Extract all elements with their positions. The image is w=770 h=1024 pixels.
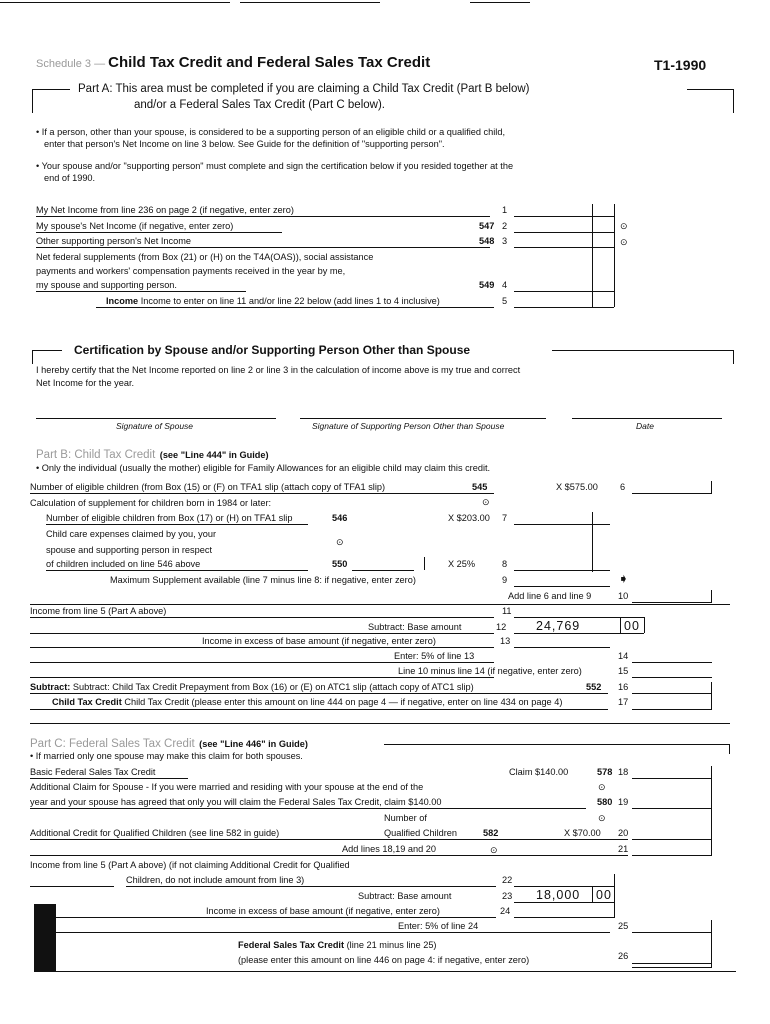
cert-rule <box>32 350 33 364</box>
amount-field-20[interactable] <box>632 839 712 840</box>
section-rule <box>56 971 736 972</box>
line-8-label: Child care expenses claimed by you, your <box>46 529 217 539</box>
line-code: 545 <box>472 482 488 492</box>
base-amount-23: 18,000 <box>536 888 581 902</box>
cents-divider <box>592 512 593 572</box>
line-number: 21 <box>618 844 629 854</box>
rule <box>36 216 490 217</box>
line-10-label: Add line 6 and line 9 <box>508 591 592 601</box>
part-c-note: • If married only one spouse may make this claim for both spouses. <box>30 751 303 761</box>
cert-heading: Certification by Spouse and/or Supporting Person Other than Spouse <box>74 343 471 357</box>
date-field[interactable] <box>572 418 722 419</box>
line-number: 16 <box>618 682 629 692</box>
rule <box>30 808 586 809</box>
multiplier: X 25% <box>448 559 476 569</box>
part-a-note: end of 1990. <box>44 173 96 183</box>
line-26-label: (please enter this amount on line 446 on page 4: if negative, enter zero) <box>238 955 530 965</box>
rule <box>30 886 114 887</box>
line-4-label: my spouse and supporting person. <box>36 280 177 290</box>
line-number: 24 <box>500 906 511 916</box>
circle-mark-icon: ⊙ <box>620 237 628 247</box>
part-a-heading: Part A: This area must be completed if you are claiming a Child Tax Credit (Part B below) <box>78 83 530 95</box>
amount-field-10[interactable] <box>632 602 712 603</box>
qualified-children-caption: Qualified Children <box>384 828 458 838</box>
line-16-label: Subtract: Subtract: Child Tax Credit Prepayment from Box (16) or (E) on ATC1 slip (attach copy of ATC1 slip) <box>30 682 474 692</box>
box-edge <box>711 590 712 602</box>
amount-field-8a[interactable] <box>352 570 414 571</box>
line-19-label: Additional Claim for Spouse - If you were married and residing with your spouse at the end of the <box>30 782 424 792</box>
rule <box>514 902 614 903</box>
amount-field-17[interactable] <box>632 709 712 710</box>
cents-divider <box>620 617 621 633</box>
line-code: 578 <box>597 767 613 777</box>
line-code: 546 <box>332 513 348 523</box>
line-code: 550 <box>332 559 348 569</box>
rule <box>46 524 308 525</box>
amount-field-18[interactable] <box>632 778 712 779</box>
amount-field-15[interactable] <box>632 677 712 678</box>
rule <box>30 633 494 634</box>
line-4-label: Net federal supplements (from Box (21) or (H) on the T4A(OAS)), social assistance <box>36 252 374 262</box>
amount-field-19[interactable] <box>632 808 712 809</box>
signature-caption: Signature of Spouse <box>116 421 194 431</box>
rule <box>56 932 610 933</box>
line-22-label: Income from line 5 (Part A above) (if not claiming Additional Credit for Qualified <box>30 860 350 870</box>
line-number: 8 <box>502 559 508 569</box>
amount-field-4[interactable] <box>514 291 614 292</box>
line-25-label: Enter: 5% of line 24 <box>398 921 479 931</box>
line-15-label: Line 10 minus line 14 (if negative, enter zero) <box>398 666 582 676</box>
claim-amount: Claim $140.00 <box>509 767 569 777</box>
rule <box>30 709 608 710</box>
line-14-label: Enter: 5% of line 13 <box>394 651 475 661</box>
box-edge <box>711 766 712 855</box>
cert-rule <box>733 350 734 364</box>
rule <box>36 232 282 233</box>
line-code: 547 <box>479 221 495 231</box>
rule <box>30 677 494 678</box>
calc-heading: Calculation of supplement for children born in 1984 or later: <box>30 498 272 508</box>
line-number: 14 <box>618 651 629 661</box>
box-edge <box>614 874 615 918</box>
line-number: 11 <box>502 606 512 616</box>
line-24-label: Income in excess of base amount (if negative, enter zero) <box>206 906 440 916</box>
line-code: 580 <box>597 797 613 807</box>
line-number: 3 <box>502 236 508 246</box>
box-edge <box>424 557 425 570</box>
amount-field-7[interactable] <box>514 524 610 525</box>
rule <box>96 307 494 308</box>
spouse-signature-field[interactable] <box>36 418 276 419</box>
amount-field-16[interactable] <box>632 693 712 694</box>
line-number: 13 <box>500 636 511 646</box>
line-18-label: Basic Federal Sales Tax Credit <box>30 767 156 777</box>
date-caption: Date <box>636 421 654 431</box>
circle-mark-icon: ⊙ <box>598 813 606 823</box>
box-edge <box>711 481 712 493</box>
line-2-label: My spouse's Net Income (if negative, enter zero) <box>36 221 234 231</box>
line-number: 23 <box>502 891 513 901</box>
rule <box>30 662 494 663</box>
rule <box>36 291 246 292</box>
amount-field-1[interactable] <box>514 216 614 217</box>
line-number: 20 <box>618 828 629 838</box>
amount-field-26-double-rule <box>632 967 712 968</box>
rule <box>46 570 308 571</box>
line-number: 12 <box>496 622 507 632</box>
cents-divider <box>592 204 593 307</box>
line-23-label: Subtract: Base amount <box>358 891 452 901</box>
amount-field-21[interactable] <box>632 855 712 856</box>
form-title: Schedule 3 — Child Tax Credit and Federal Sales Tax Credit <box>36 54 431 71</box>
amount-field-14[interactable] <box>632 662 712 663</box>
cert-text: Net Income for the year. <box>36 378 135 388</box>
line-code: 582 <box>483 828 499 838</box>
line-number: 26 <box>618 951 629 961</box>
line-code: 552 <box>586 682 602 692</box>
part-c-rule <box>729 744 730 754</box>
line-number: 22 <box>502 875 513 885</box>
multiplier: X $575.00 <box>556 482 598 492</box>
part-b-heading: Part B: Child Tax Credit (see "Line 444" in Guide) <box>36 449 269 461</box>
line-20-label: Additional Credit for Qualified Children (see line 582 in guide) <box>30 828 280 838</box>
part-a-heading-2: and/or a Federal Sales Tax Credit (Part C below). <box>134 99 385 111</box>
amount-field-26[interactable] <box>632 963 712 964</box>
circle-mark-icon: ⊙ <box>490 845 498 855</box>
number-of-caption: Number of <box>384 813 427 823</box>
line-13-label: Income in excess of base amount (if negative, enter zero) <box>202 636 436 646</box>
section-rule <box>30 604 730 605</box>
part-a-note: enter that person's Net Income on line 3 below. See Guide for the definition of "supporting person". <box>44 139 445 149</box>
box-edge <box>711 920 712 967</box>
line-number: 18 <box>618 767 629 777</box>
line-number: 25 <box>618 921 629 931</box>
base-amount-12: 24,769 <box>536 619 581 633</box>
line-number: 10 <box>618 591 629 601</box>
amount-field-5[interactable] <box>514 307 614 308</box>
line-21-label: Add lines 18,19 and 20 <box>342 844 436 854</box>
line-11-label: Income from line 5 (Part A above) <box>30 606 167 616</box>
cert-rule <box>552 350 734 351</box>
line-number: 7 <box>502 513 508 523</box>
rule <box>126 886 496 887</box>
part-c-heading: Part C: Federal Sales Tax Credit (see "Line 446" in Guide) <box>30 738 308 750</box>
cert-text: I hereby certify that the Net Income reported on line 2 or line 3 in the calculation of income above is my true and correct <box>36 365 521 375</box>
rule <box>30 855 628 856</box>
line-number: 5 <box>502 296 508 306</box>
cents-divider <box>592 886 593 902</box>
line-number: 4 <box>502 280 508 290</box>
line-code: 549 <box>479 280 495 290</box>
line-12-label: Subtract: Base amount <box>368 622 462 632</box>
box-edge <box>644 617 645 633</box>
rule <box>56 917 496 918</box>
form-id: T1-1990 <box>654 57 707 73</box>
amount-field-3[interactable] <box>514 247 614 248</box>
base-cents-23: 00 <box>596 888 612 902</box>
line-number: 17 <box>618 697 629 707</box>
line-7-label: Number of eligible children from Box (17) or (H) on TFA1 slip <box>46 513 293 523</box>
rule <box>36 247 490 248</box>
amount-field-2[interactable] <box>514 232 614 233</box>
part-b-note: • Only the individual (usually the mother) eligible for Family Allowances for an eligible child may claim this credit. <box>36 463 491 473</box>
scan-edge-line <box>470 2 530 3</box>
line-number: 6 <box>620 482 626 492</box>
circle-mark-icon: ⊙ <box>336 537 344 547</box>
scan-edge-line <box>240 2 380 3</box>
part-a-rule <box>687 89 733 90</box>
line-1-label: My Net Income from line 236 on page 2 (if negative, enter zero) <box>36 205 294 215</box>
black-margin-bar <box>34 904 56 972</box>
line-number: 15 <box>618 666 629 676</box>
circle-mark-icon: ⊙ <box>482 497 490 507</box>
cert-rule <box>32 350 62 351</box>
base-cents-12: 00 <box>624 619 640 633</box>
amount-field-24[interactable] <box>514 917 614 918</box>
box-edge <box>614 204 615 307</box>
rule <box>30 778 188 779</box>
part-a-rule <box>32 89 33 113</box>
multiplier: X $203.00 <box>448 513 490 523</box>
line-number: 9 <box>502 575 508 585</box>
line-8-label: spouse and supporting person in respect <box>46 545 212 555</box>
line-19-label: year and your spouse has agreed that only you will claim the Federal Sales Tax Credit, claim $140.00 <box>30 797 442 807</box>
amount-field-11[interactable] <box>514 617 644 618</box>
supporting-signature-field[interactable] <box>300 418 546 419</box>
amount-field-8[interactable] <box>514 570 610 571</box>
rule <box>30 647 494 648</box>
line-6-label: Number of eligible children (from Box (15) or (F) on TFA1 slip (attach copy of TFA1 slip) <box>30 482 386 492</box>
amount-field-9[interactable] <box>514 586 610 587</box>
part-c-rule <box>384 744 730 745</box>
line-number: 1 <box>502 205 508 215</box>
line-8-label: of children included on line 546 above <box>46 559 201 569</box>
box-edge <box>711 682 712 709</box>
rule <box>30 617 494 618</box>
amount-field-13[interactable] <box>514 647 610 648</box>
signature-caption: Signature of Supporting Person Other than Spouse <box>312 421 505 431</box>
line-4-label: payments and workers' compensation payments received in the year by me, <box>36 266 346 276</box>
multiplier: X $70.00 <box>564 828 601 838</box>
line-number: 2 <box>502 221 508 231</box>
line-code: 548 <box>479 236 495 246</box>
part-a-note: • Your spouse and/or "supporting person" must complete and sign the certification below if you resided together at the <box>36 161 514 171</box>
circle-mark-icon: ⊙ <box>620 221 628 231</box>
rule <box>514 633 644 634</box>
part-a-rule <box>733 89 734 113</box>
line-3-label: Other supporting person's Net Income <box>36 236 191 246</box>
line-22-label: Children, do not include amount from line 3) <box>126 875 305 885</box>
part-a-rule <box>32 89 70 90</box>
line-5-label: Income Income to enter on line 11 and/or line 22 below (add lines 1 to 4 inclusive) <box>106 296 440 306</box>
amount-field-25[interactable] <box>632 932 712 933</box>
rule <box>30 693 608 694</box>
section-rule <box>30 723 730 724</box>
rule <box>30 493 494 494</box>
part-a-note: • If a person, other than your spouse, is considered to be a supporting person of an eligible child or a qualified child, <box>36 127 506 137</box>
line-26-label: Federal Sales Tax Credit (line 21 minus line 25) <box>238 940 437 950</box>
rule <box>30 839 628 840</box>
line-17-label: Child Tax Credit Child Tax Credit (please enter this amount on line 444 on page 4 — if negative, enter on line 434 on page 4) <box>52 697 563 707</box>
line-number: 19 <box>618 797 629 807</box>
arrow-right-icon: ➧ <box>618 571 629 586</box>
circle-mark-icon: ⊙ <box>598 782 606 792</box>
amount-field-6[interactable] <box>632 493 712 494</box>
scan-edge-line <box>0 2 230 3</box>
amount-field-22[interactable] <box>514 886 614 887</box>
line-9-label: Maximum Supplement available (line 7 minus line 8: if negative, enter zero) <box>110 575 416 585</box>
